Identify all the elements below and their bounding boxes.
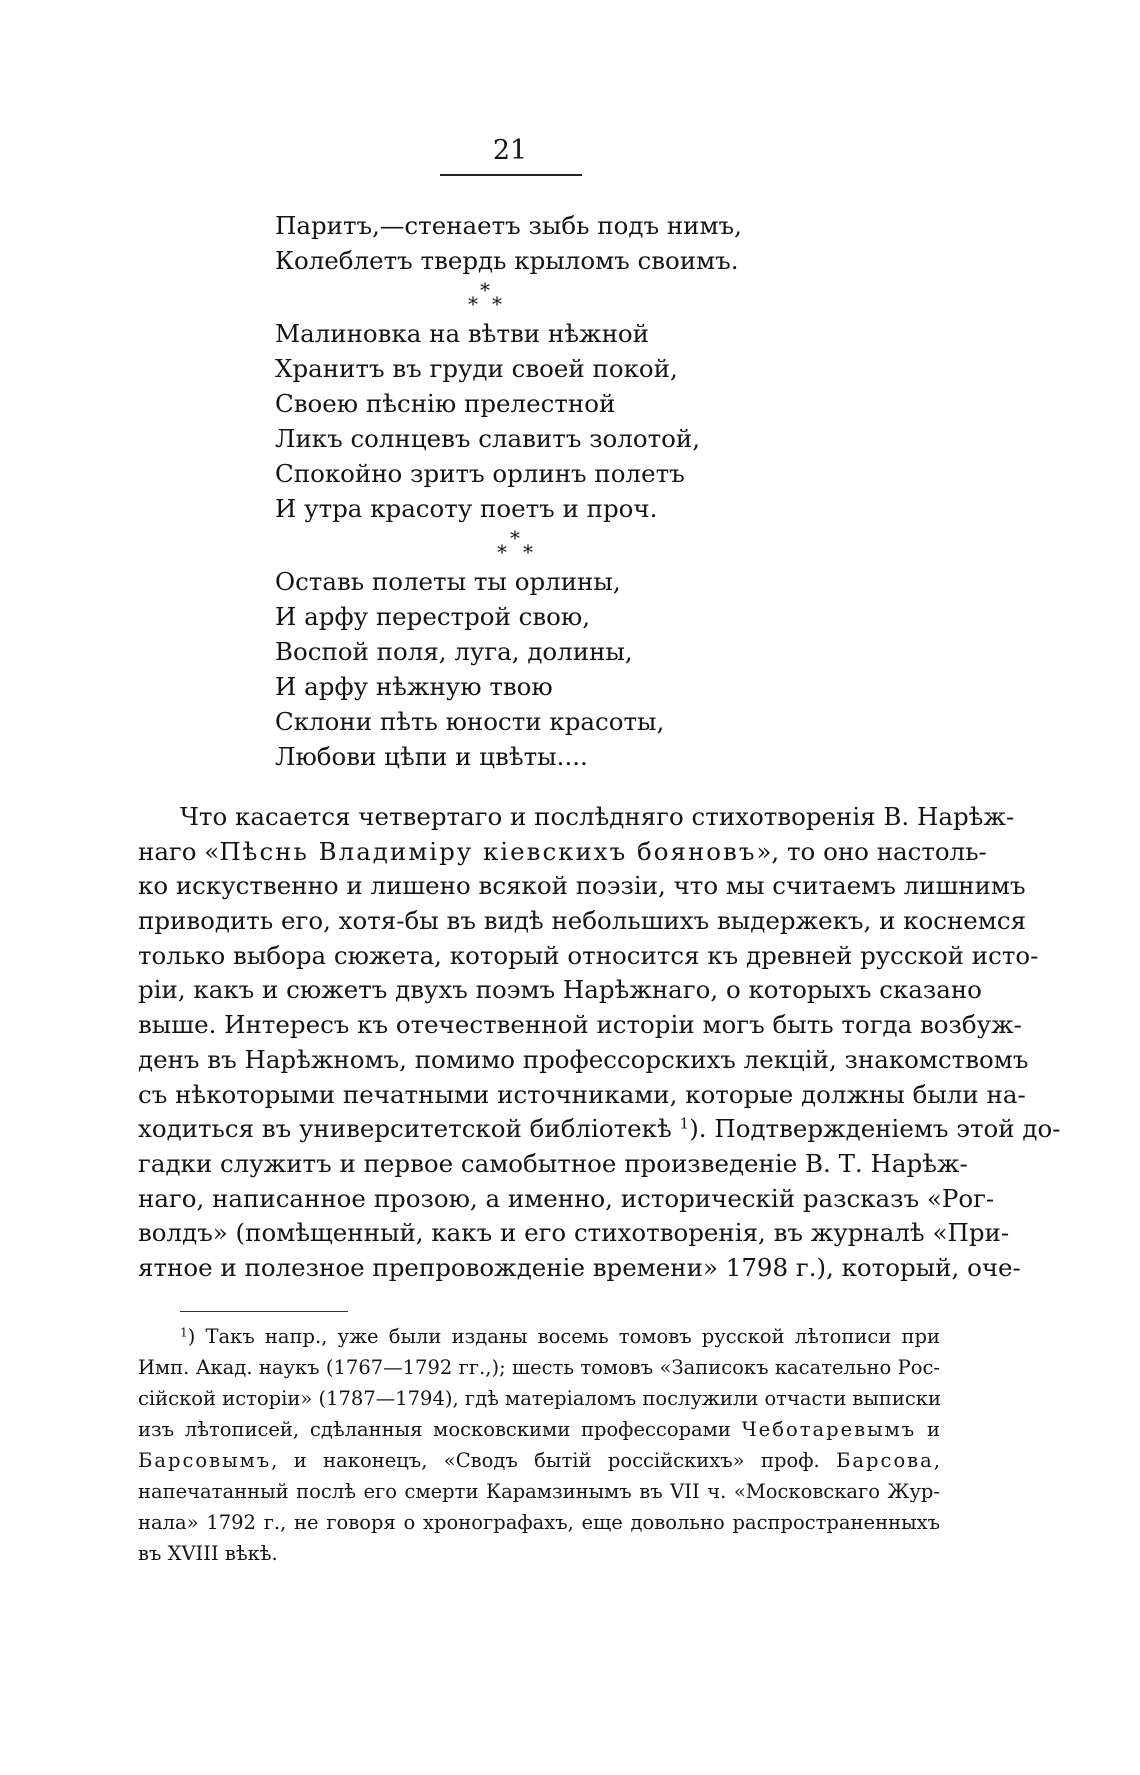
verse-line: Ликъ солнцевъ славитъ золотой, [275, 424, 701, 453]
prose-line: выше. Интересъ къ отечественной исторіи могъ быть тогда возбуж- [138, 1010, 1022, 1040]
page-number: 21 [492, 135, 528, 166]
prose-line: приводить его, хотя-бы въ видѣ небольшихъ выдержекъ, и коснемся [138, 906, 1027, 936]
verse-line: Склони пѣть юности красоты, [275, 707, 665, 736]
prose-line: Что касается четвертаго и послѣдняго стихотворенія В. Нарѣж- [180, 802, 1015, 831]
prose-text: », то оно настоль- [756, 836, 987, 866]
prose-line: съ нѣкоторыми печатными источниками, которые должны были на- [138, 1079, 1026, 1109]
verse-line: И утра красоту поетъ и проч. [275, 494, 658, 523]
prose-line: денъ въ Нарѣжномъ, помимо профессорскихъ лекцій, знакомствомъ [138, 1044, 1029, 1074]
prose-paragraph [138, 800, 1061, 1286]
footnote-marker: 1 [180, 1325, 188, 1340]
footnote-text: изъ лѣтописей, сдѣланныя московскими профессорами [138, 1418, 742, 1441]
author-name-spaced: Чеботаревымъ [741, 1418, 917, 1441]
verse-line: Паритъ,—стенаетъ зыбь подъ нимъ, [275, 211, 742, 240]
verse-line: Воспой поля, луга, долины, [275, 637, 633, 666]
verse-line: Любови цѣпи и цвѣты.... [275, 742, 588, 771]
prose-line: ко искуственно и лишено всякой поэзіи, что мы считаемъ лишнимъ [138, 871, 1026, 901]
verse-line: Хранитъ въ груди своей покой, [275, 354, 678, 383]
prose-text: ходиться въ университетской библіотекѣ [138, 1114, 680, 1144]
footnote-line: въ XVIII вѣкѣ. [138, 1542, 278, 1565]
verse-line: Малиновка на вѣтви нѣжной [275, 319, 649, 348]
page-number-rule [440, 174, 582, 176]
footnote-text: , и наконецъ, «Сводъ бытій россійскихъ» проф. [271, 1449, 837, 1472]
footnote-line: Имп. Акад. наукъ (1767—1792 гг.,); шесть томовъ «Записокъ касательно Рос- [138, 1356, 940, 1379]
stanza-break-asterism [275, 278, 795, 316]
footnote-text: , [933, 1449, 940, 1472]
prose-line: ятное и полезное препровожденіе времени» 1798 г.), который, оче- [138, 1252, 1021, 1282]
author-name-spaced: Барсова [836, 1449, 934, 1472]
prose-line [138, 835, 987, 870]
footnote-line: сійской исторіи» (1787—1794), гдѣ матеріаломъ послужили отчасти выписки [138, 1387, 941, 1410]
footnote-text: и [916, 1418, 940, 1441]
asterism-star: * [523, 540, 533, 564]
prose-line [138, 1112, 1061, 1147]
verse-line: Спокойно зритъ орлинъ полетъ [275, 459, 685, 488]
asterism-star: * [497, 540, 507, 564]
prose-text: ). Подтвержденіемъ этой до- [689, 1114, 1061, 1144]
footnote-line [138, 1414, 940, 1445]
footnote-line: напечатанный послѣ его смерти Карамзинымъ въ VII ч. «Московскаго Жур- [138, 1480, 940, 1503]
prose-line: только выбора сюжета, который относится къ древней русской исто- [138, 940, 1039, 970]
footnote-separator [180, 1311, 348, 1312]
footnote-line: нала» 1792 г., не говоря о хронографахъ, еще довольно распространенныхъ [138, 1511, 940, 1534]
poem [275, 208, 795, 774]
prose-text: наго « [138, 836, 220, 866]
footnote [138, 1321, 940, 1569]
stanza-break-asterism [275, 526, 795, 564]
verse-line: Оставь полеты ты орлины, [275, 567, 621, 596]
author-name-spaced: Барсовымъ [138, 1449, 272, 1472]
prose-line: наго, написанное прозою, а именно, историческій разсказъ «Рог- [138, 1183, 995, 1213]
footnote-line [138, 1321, 940, 1352]
prose-line: гадки служитъ и первое самобытное произведеніе В. Т. Нарѣж- [138, 1148, 968, 1178]
poem-title-spaced: Пѣснь Владиміру кіевскихъ бояновъ [219, 836, 757, 866]
asterism-star: * [480, 278, 490, 302]
prose-line: волдъ» (помѣщенный, какъ и его стихотворенія, въ журналѣ «При- [138, 1218, 1010, 1248]
footnote-reference: 1 [679, 1114, 690, 1133]
verse-line: Своею пѣснію прелестной [275, 389, 616, 418]
asterism-star: * [510, 526, 520, 550]
footnote-line [138, 1445, 940, 1476]
footnote-text: ) Такъ напр., уже были изданы восемь томовъ русской лѣтописи при [187, 1325, 940, 1348]
asterism-star: * [492, 292, 502, 316]
asterism-star: * [468, 292, 478, 316]
verse-line: И арфу нѣжную твою [275, 672, 553, 701]
verse-line: И арфу перестрой свою, [275, 602, 591, 631]
prose-line: ріи, какъ и сюжетъ двухъ поэмъ Нарѣжнаго, о которыхъ сказано [138, 975, 982, 1005]
verse-line: Колеблетъ твердь крыломъ своимъ. [275, 246, 739, 275]
